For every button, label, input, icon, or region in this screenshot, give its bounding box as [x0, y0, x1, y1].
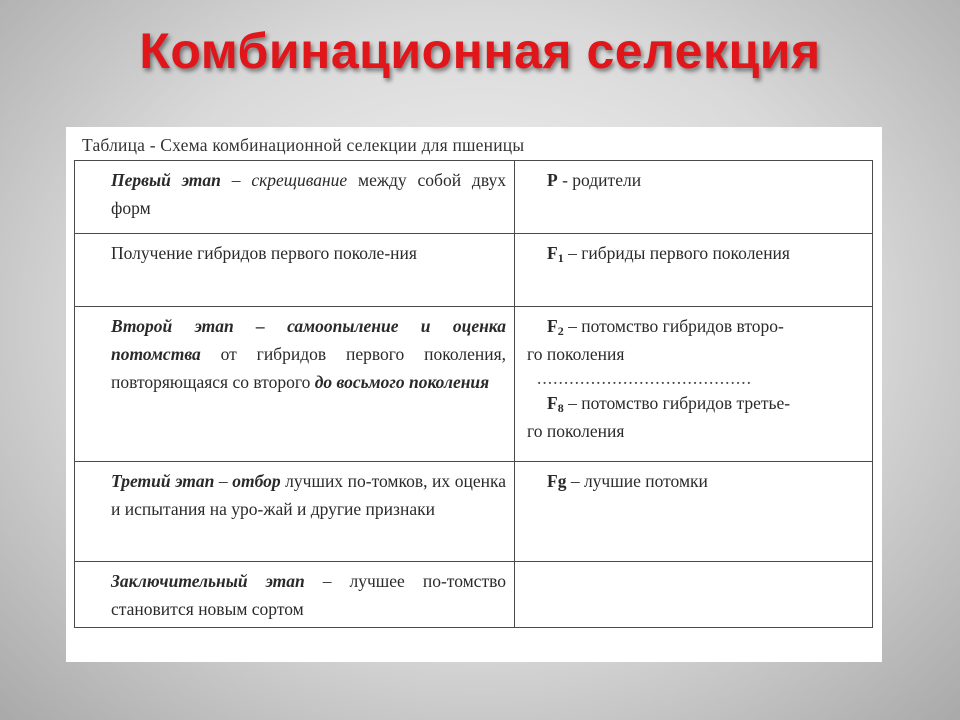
- stage-action: скрещивание: [251, 170, 348, 190]
- stage-cell: [75, 462, 515, 562]
- stage-name: Третий этап: [111, 471, 215, 491]
- generation-symbol: Fg: [547, 471, 567, 491]
- generation-symbol: F: [547, 393, 558, 413]
- generation-subscript: 2: [557, 324, 564, 338]
- generation-subscript: 1: [557, 251, 564, 265]
- table-row: [75, 462, 873, 562]
- stage-action: отбор: [232, 471, 281, 491]
- generation-description: – потомство гибридов третье-: [563, 393, 791, 413]
- stage-description: Получение гибридов первого поколе-ния: [111, 243, 417, 263]
- generation-description: – потомство гибридов второ-: [563, 316, 784, 336]
- stage-description: между собой двух форм: [111, 170, 506, 218]
- dash: –: [220, 170, 252, 190]
- dash: –: [214, 471, 233, 491]
- generation-subscript: 8: [557, 401, 564, 415]
- table-row: [75, 234, 873, 307]
- generation-symbol: P: [547, 170, 558, 190]
- table-row: [75, 562, 873, 628]
- generation-description-cont: го поколения: [527, 421, 625, 441]
- notation-cell: [515, 161, 873, 234]
- stage-name: Второй этап – самоопыление и оценка потомства: [111, 316, 506, 364]
- table-row: [75, 307, 873, 462]
- table-card: [66, 127, 882, 662]
- notation-cell: [515, 562, 873, 628]
- stage-name: Первый этап: [111, 170, 221, 190]
- stage-name: Заключительный этап: [111, 571, 305, 591]
- stage-cell: [75, 234, 515, 307]
- stage-cell: [75, 307, 515, 462]
- stage-description: – лучшее по-томство становится новым сортом: [111, 571, 506, 619]
- generation-description-cont: го поколения: [527, 344, 625, 364]
- stage-description: лучших по-томков, их оценка и испытания на уро-жай и другие признаки: [111, 471, 506, 519]
- stage-cell: [75, 562, 515, 628]
- selection-scheme-table: [74, 160, 873, 628]
- generation-description: – гибриды первого поколения: [563, 243, 790, 263]
- ellipsis-dots: ........................................: [537, 368, 752, 388]
- table-row: [75, 161, 873, 234]
- notation-cell: [515, 307, 873, 462]
- notation-cell: [515, 234, 873, 307]
- table-caption: Таблица - Схема комбинационной селекции для пшеницы: [82, 135, 525, 155]
- slide-title: Комбинационная селекция: [139, 23, 821, 79]
- stage-description: от гибридов первого поколения, повторяющаяся со второго: [111, 344, 506, 392]
- stage-cell: [75, 161, 515, 234]
- generation-symbol: F: [547, 243, 558, 263]
- generation-description: – лучшие потомки: [566, 471, 708, 491]
- stage-range: до восьмого поколения: [314, 372, 490, 392]
- generation-symbol: F: [547, 316, 558, 336]
- generation-description: - родители: [557, 170, 642, 190]
- notation-cell: [515, 462, 873, 562]
